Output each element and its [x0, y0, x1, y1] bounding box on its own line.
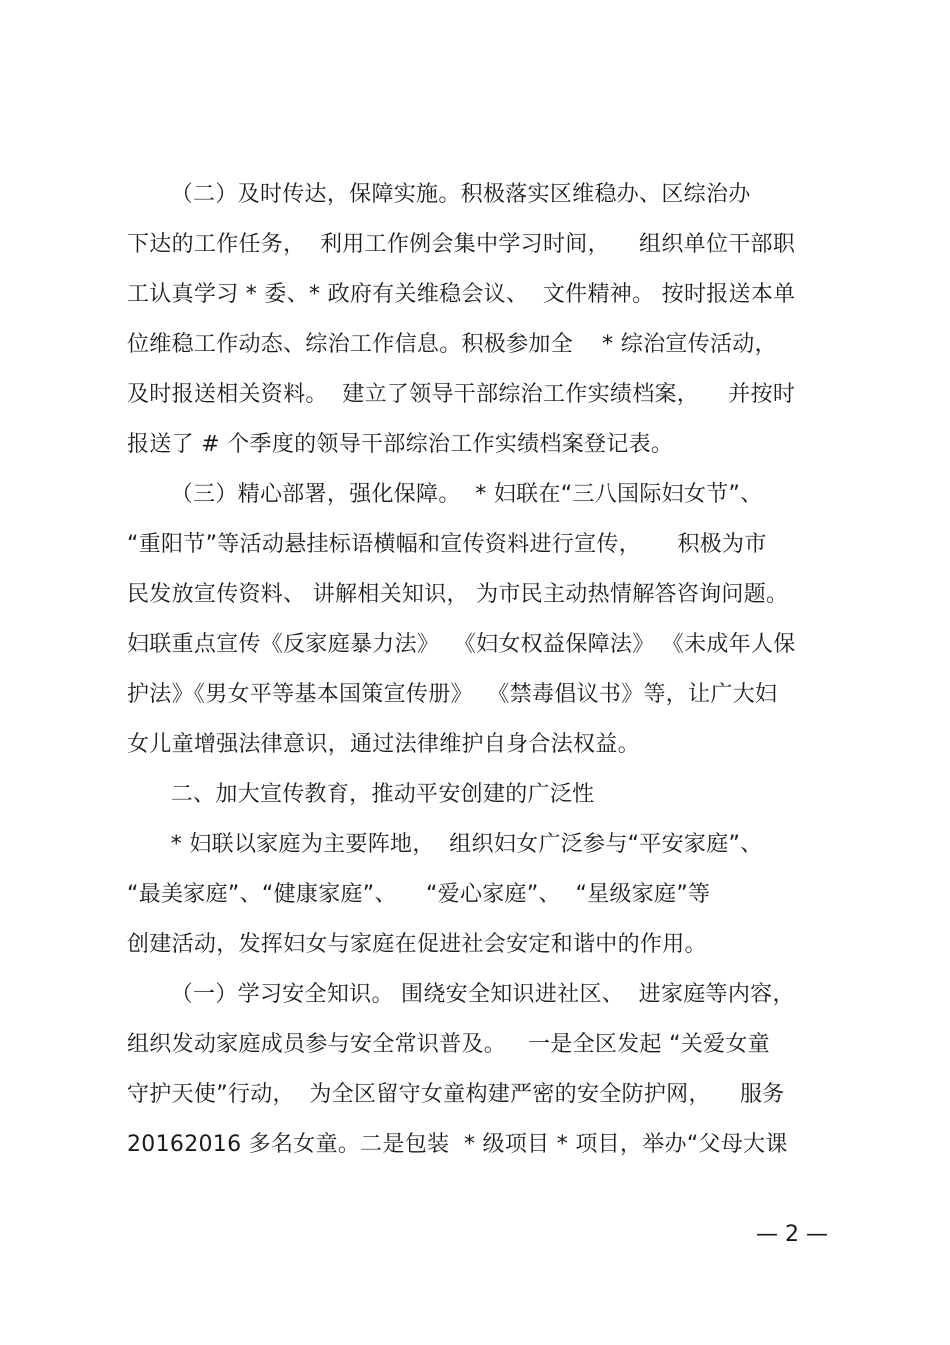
text-line: 工认真学习 * 委、* 政府有关维稳会议、 文件精神。 按时报送本单 — [127, 282, 796, 307]
text-line: “重阳节”等活动悬挂标语横幅和宣传资料进行宣传， 积极为市 — [127, 532, 767, 557]
text-line: 民发放宣传资料、 讲解相关知识， 为市民主动热情解答咨询问题。 — [127, 582, 789, 607]
text-line: （二）及时传达，保障实施。积极落实区维稳办、区综治办 — [127, 182, 751, 207]
text-line: 组织发动家庭成员参与安全常识普及。 一是全区发起 “关爱女童 — [127, 1032, 770, 1057]
text-line: （三）精心部署，强化保障。 * 妇联在“三八国际妇女节”、 — [127, 482, 763, 507]
text-line: 及时报送相关资料。 建立了领导干部综治工作实绩档案， 并按时 — [127, 382, 796, 407]
section-heading: 二、加大宣传教育，推动平安创建的广泛性 — [127, 782, 595, 807]
text-line: 下达的工作任务， 利用工作例会集中学习时间， 组织单位干部职 — [127, 232, 796, 257]
text-line: * 妇联以家庭为主要阵地， 组织妇女广泛参与“平安家庭”、 — [127, 832, 763, 857]
page-number: — 2 — — [756, 1222, 828, 1247]
text-line: 报送了 # 个季度的领导干部综治工作实绩档案登记表。 — [127, 432, 674, 457]
text-line: 位维稳工作动态、综治工作信息。积极参加全 * 综治宣传活动， — [127, 332, 777, 357]
text-line: “最美家庭”、“健康家庭”、 “爱心家庭”、 “星级家庭”等 — [127, 882, 711, 907]
text-line: 女儿童增强法律意识，通过法律维护自身合法权益。 — [127, 732, 640, 757]
text-line: 创建活动，发挥妇女与家庭在促进社会安定和谐中的作用。 — [127, 932, 707, 957]
text-line: 妇联重点宣传《反家庭暴力法》 《妇女权益保障法》 《未成年人保 — [127, 632, 796, 657]
document-body — [127, 173, 827, 1173]
text-line: 守护天使”行动， 为全区留守女童构建严密的安全防护网， 服务 — [127, 1082, 785, 1107]
text-line: 护法》《男女平等基本国策宣传册》 《禁毒倡议书》等，让广大妇 — [127, 682, 778, 707]
text-line: （一）学习安全知识。 围绕安全知识进社区、 进家庭等内容， — [127, 982, 795, 1007]
text-line: 20162016 多名女童。二是包装 * 级项目 * 项目，举办“父母大课 — [127, 1132, 788, 1157]
